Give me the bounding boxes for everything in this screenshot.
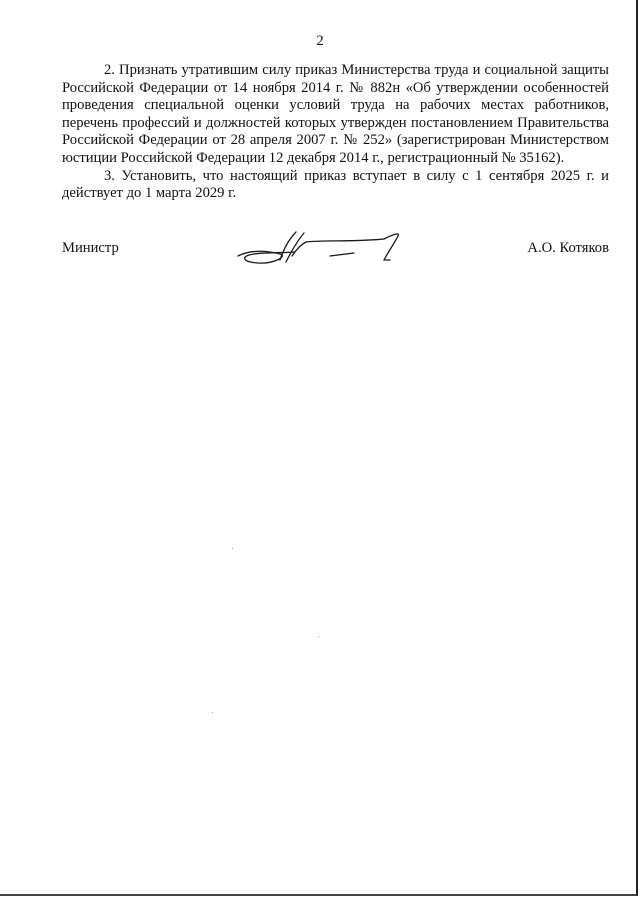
signatory-name: А.О. Котяков — [527, 240, 609, 256]
paragraph-2: 2. Признать утратившим силу приказ Министерства труда и социальной защиты Российской Федерации от 14 ноября 2014 г. № 882н «Об утверждении особенностей проведения специальной оценки условий труда на рабочих местах работников, перечень профессий и должностей которых утвержден постановлением Правительства Российской Федерации от 28 апреля 2007 г. № 252» (зарегистрирован Министерством юстиции Российской Федерации 12 декабря 2014 г., регистрационный № 35162). — [62, 62, 609, 166]
paragraph-3: 3. Установить, что настоящий приказ вступает в силу с 1 сентября 2025 г. и действует до 1 марта 2029 г. — [62, 167, 609, 202]
document-body — [62, 62, 609, 203]
scan-speck — [318, 636, 319, 637]
signature-block — [62, 240, 609, 270]
page-number: 2 — [316, 33, 324, 49]
signatory-title: Министр — [62, 240, 119, 256]
scan-speck — [232, 548, 233, 549]
scan-speck — [212, 712, 213, 713]
handwritten-signature — [234, 230, 404, 272]
